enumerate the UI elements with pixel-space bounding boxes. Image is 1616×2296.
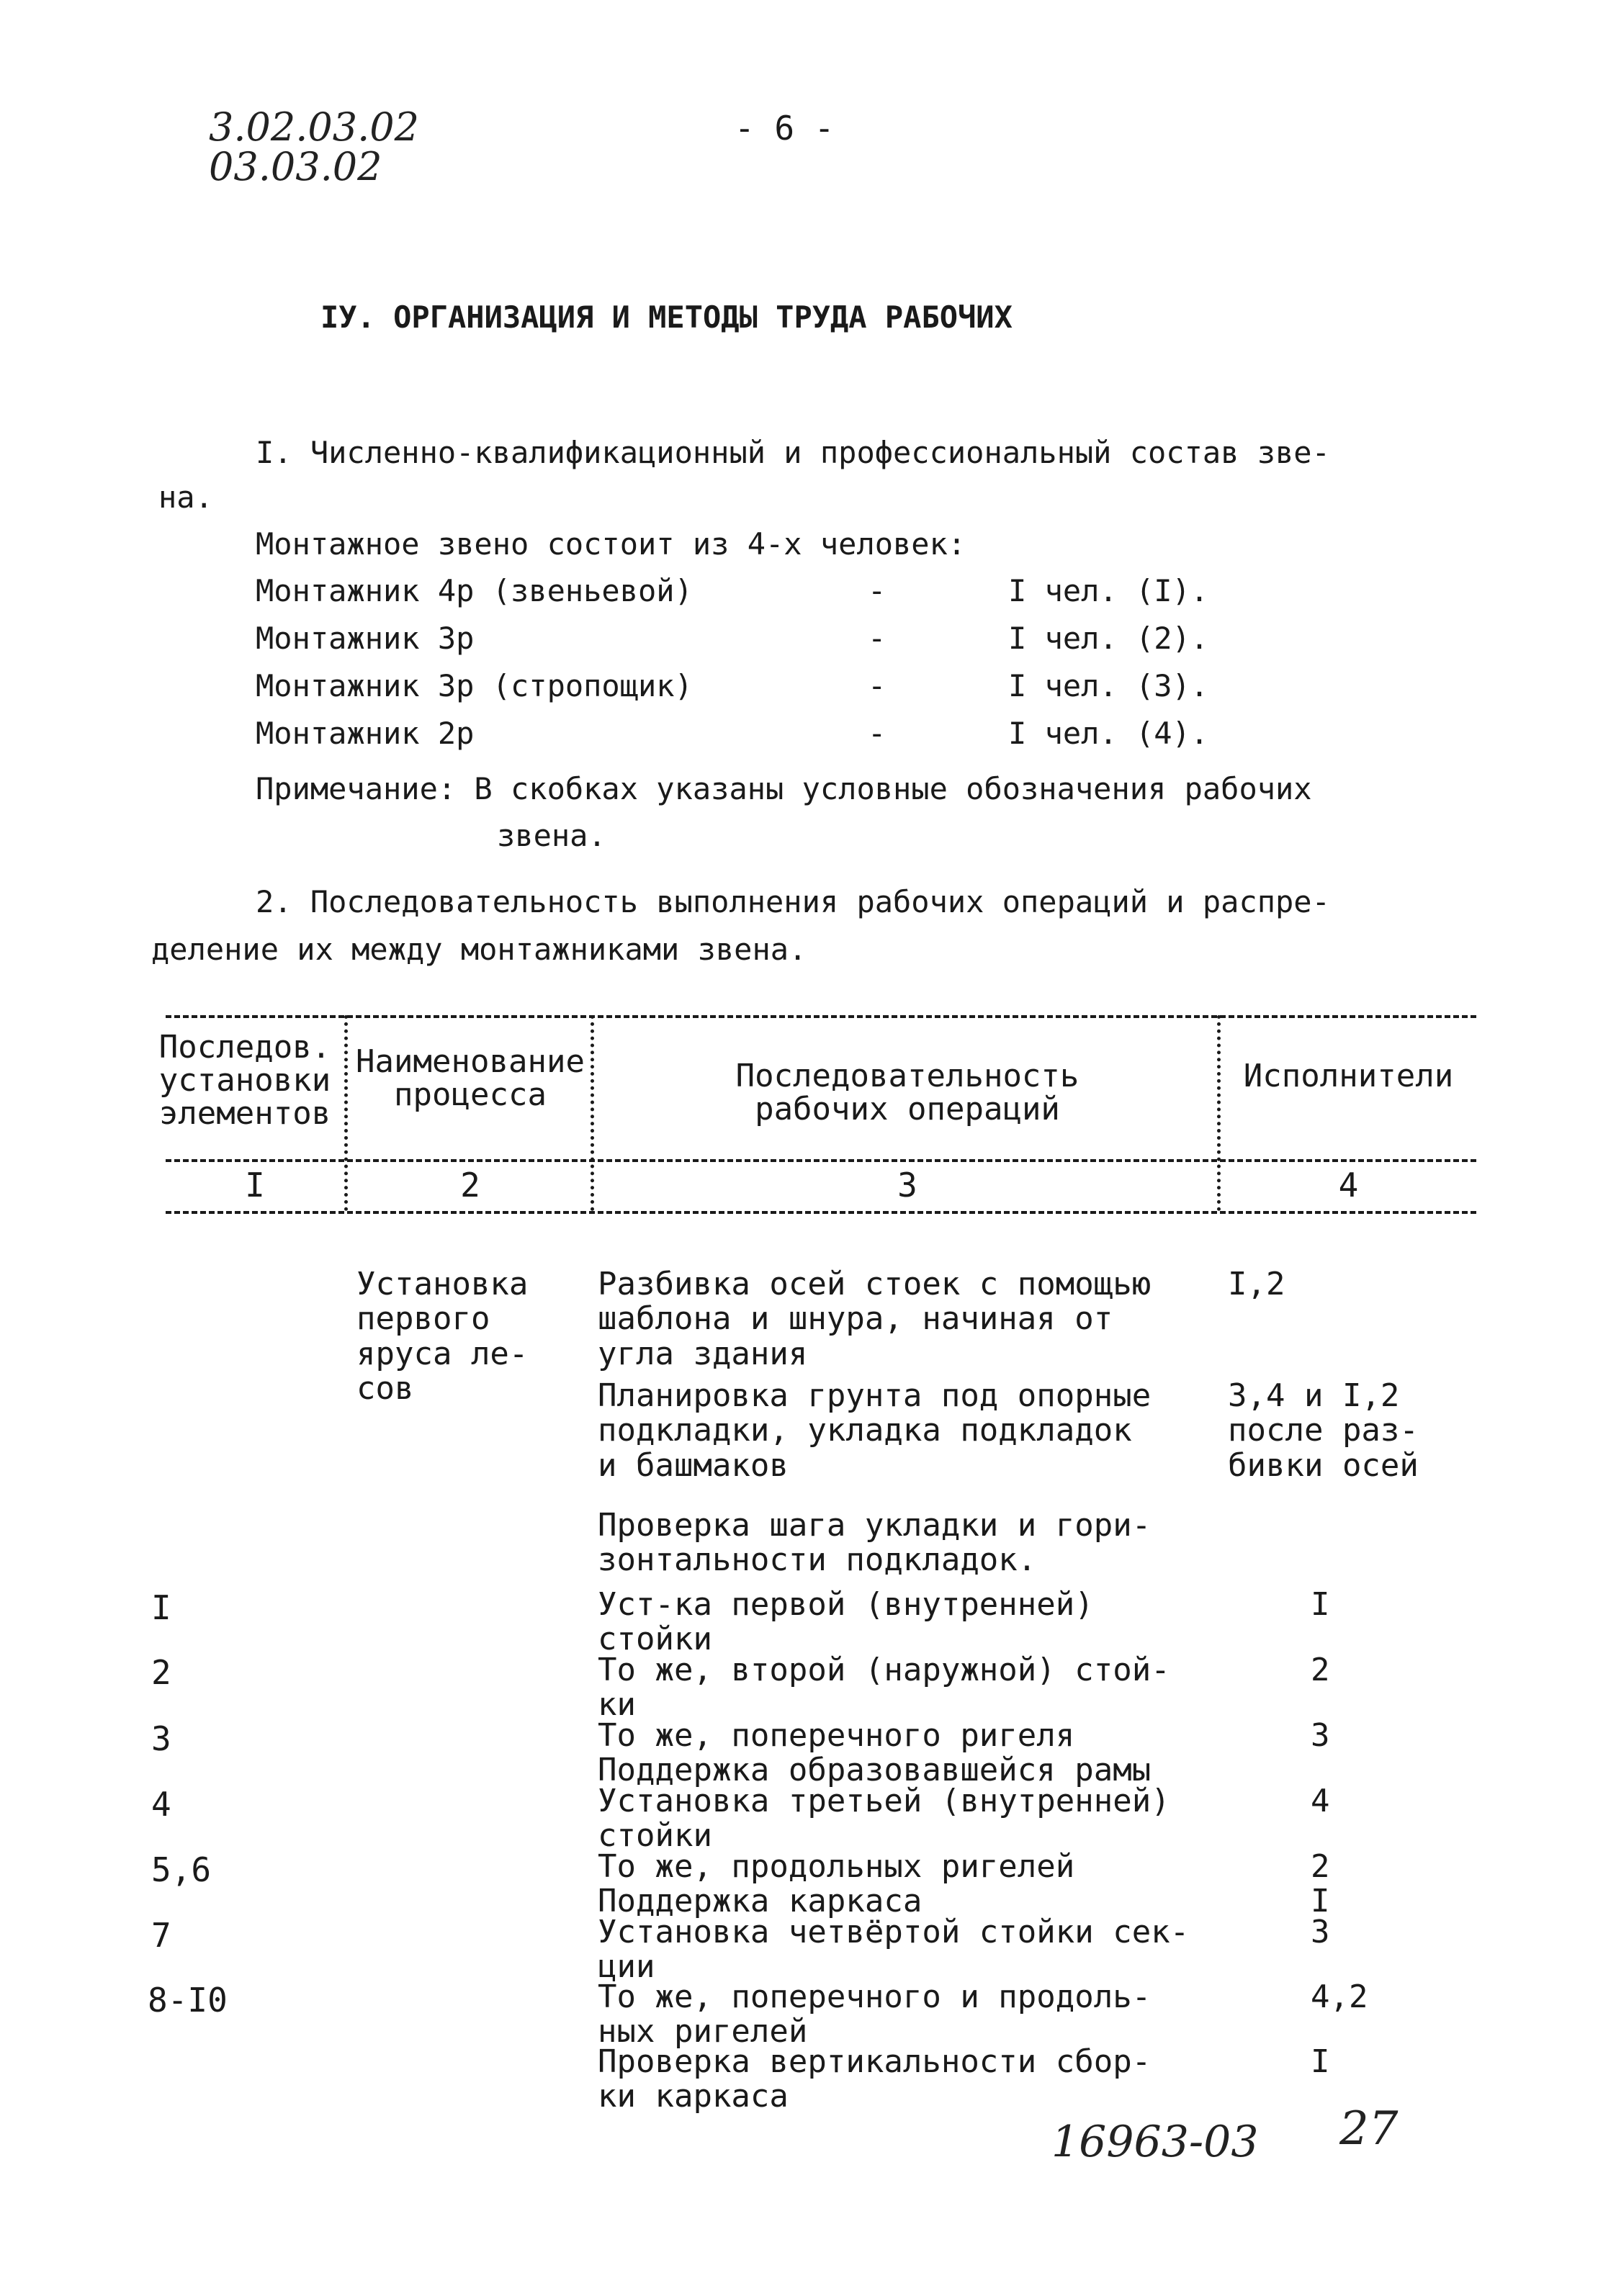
header-mid-rule [166, 1159, 1476, 1162]
performers-text: 3 [1311, 1717, 1330, 1754]
header-col-performers: Исполнители [1243, 1058, 1454, 1094]
sequence-number: I [151, 1588, 171, 1627]
worker-title: Монтажник 2р [256, 716, 475, 751]
operation-text: То же, продольных ригелей Поддержка каркаса [598, 1848, 1075, 1920]
performers-text: 2 [1311, 1652, 1330, 1688]
operation-text: Разбивка осей стоек с помощью шаблона и шнура, начиная от угла здания [598, 1266, 1152, 1372]
sequence-number: 2 [151, 1653, 171, 1692]
operation-text: Установка четвёртой стойки сек- ции [598, 1914, 1190, 1986]
handwritten-code-1: 3.02.03.02 [209, 104, 419, 150]
col-divider [1217, 1015, 1221, 1211]
worker-dash: - [868, 668, 886, 703]
worker-count: I чел. (2). [1008, 621, 1209, 656]
performers-text: I [1311, 2043, 1330, 2080]
header-top-rule [166, 1015, 1476, 1018]
col-number: 3 [897, 1166, 917, 1205]
performers-text: 2 I [1311, 1848, 1330, 1920]
para2-line1: 2. Последовательность выполнения рабочих операций и распре- [256, 884, 1330, 919]
para1-heading-line2: на. [158, 480, 213, 515]
worker-dash: - [868, 573, 886, 608]
worker-title: Монтажник 3р [256, 621, 475, 656]
worker-dash: - [868, 716, 886, 751]
performers-text: 4,2 [1311, 1978, 1368, 2015]
worker-dash: - [868, 621, 886, 656]
page-number: - 6 - [735, 109, 835, 148]
header-col-operations: Последовательность рабочих операций [735, 1058, 1079, 1128]
col-number: 4 [1338, 1166, 1359, 1205]
header-col-sequence: Последов. установки элементов [158, 1029, 331, 1133]
performers-text: 3 [1311, 1914, 1330, 1950]
header-col-process: Наименование процесса [356, 1043, 585, 1114]
sequence-number: 3 [151, 1719, 171, 1758]
operation-text: Уст-ка первой (внутренней) стойки [598, 1586, 1094, 1658]
note-line2: звена. [497, 818, 606, 853]
header-bottom-rule [166, 1211, 1476, 1214]
sequence-number: 7 [151, 1916, 171, 1955]
worker-count: I чел. (3). [1008, 668, 1209, 703]
process-name: Установка первого яруса ле- сов [356, 1266, 529, 1408]
handwritten-code-2: 03.03.02 [209, 144, 382, 189]
col-divider [591, 1015, 594, 1211]
operation-text: Проверка вертикальности сбор- ки каркаса [598, 2043, 1152, 2115]
worker-count: I чел. (4). [1008, 716, 1209, 751]
operation-text: Проверка шага укладки и гори- зонтальности подкладок. [598, 1507, 1152, 1579]
handwritten-document-number: 16963-03 [1051, 2117, 1259, 2167]
sequence-number: 8-I0 [148, 1981, 228, 2020]
sequence-number: 5,6 [151, 1850, 212, 1889]
crew-intro: Монтажное звено состоит из 4-х человек: [256, 526, 966, 562]
worker-title: Монтажник 4р (звеньевой) [256, 573, 693, 608]
para2-line2: деление их между монтажниками звена. [151, 932, 807, 967]
worker-title: Монтажник 3р (стропощик) [256, 668, 693, 703]
operation-text: Установка третьей (внутренней) стойки [598, 1783, 1170, 1855]
handwritten-sheet-number: 27 [1339, 2102, 1399, 2156]
worker-count: I чел. (I). [1008, 573, 1209, 608]
operation-text: Планировка грунта под опорные подкладки, укладка подкладок и башмаков [598, 1377, 1152, 1484]
section-title: IУ. ОРГАНИЗАЦИЯ И МЕТОДЫ ТРУДА РАБОЧИХ [320, 300, 1013, 335]
col-number: 2 [460, 1166, 480, 1205]
performers-text: I,2 [1228, 1266, 1285, 1302]
note-line1: Примечание: В скобках указаны условные обозначения рабочих [256, 771, 1312, 806]
operation-text: То же, поперечного ригеля Поддержка образовавшейся рамы [598, 1717, 1152, 1789]
sequence-number: 4 [151, 1785, 171, 1824]
operation-text: То же, поперечного и продоль- ных ригелей [598, 1978, 1152, 2050]
performers-text: I [1311, 1586, 1330, 1623]
para1-heading-line1: I. Численно-квалификационный и профессиональный состав зве- [256, 435, 1330, 470]
performers-text: 4 [1311, 1783, 1330, 1819]
col-number: I [245, 1166, 265, 1205]
performers-text: 3,4 и I,2 после раз- бивки осей [1228, 1377, 1419, 1484]
operation-text: То же, второй (наружной) стой- ки [598, 1652, 1170, 1724]
